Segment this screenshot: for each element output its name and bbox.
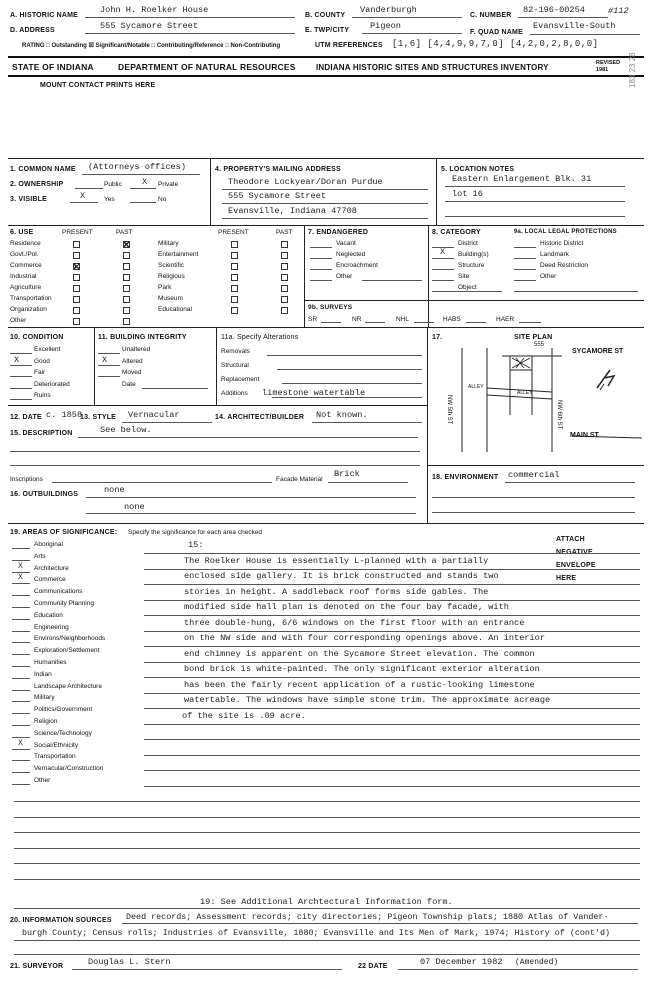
- significance-rule: [144, 662, 640, 663]
- use-item: Commerce: [10, 262, 42, 269]
- alteration-line: [267, 355, 422, 356]
- mailing-line2: 555 Sycamore Street: [228, 191, 326, 201]
- use-item: Military: [158, 240, 179, 247]
- use-present-checkbox[interactable]: [73, 307, 80, 314]
- significance-footer: 19: See Additional Archtectural Information form.: [200, 897, 453, 907]
- historic-name-label: A. HISTORIC NAME: [10, 12, 79, 19]
- use-present-checkbox[interactable]: [73, 252, 80, 259]
- area-item: Religion: [34, 718, 58, 725]
- ownership-label: 2. OWNERSHIP: [10, 181, 64, 188]
- area-blank: [12, 595, 30, 596]
- amended-note: (Amended): [515, 958, 559, 967]
- use-past-checkbox[interactable]: [123, 285, 130, 292]
- integrity-item: Altered: [122, 357, 143, 365]
- area-mark: X: [18, 738, 23, 748]
- condition-blank: [10, 399, 32, 400]
- description-value: See below.: [100, 425, 152, 435]
- use-item: Scientific: [158, 262, 185, 269]
- lot-hatch: [512, 358, 530, 368]
- use-present-checkbox[interactable]: [231, 285, 238, 292]
- number-value: 82-196-00254: [523, 5, 585, 15]
- area-blank: [12, 654, 30, 655]
- alley-label: ALLEY: [468, 384, 484, 390]
- integrity-date-line: [142, 388, 208, 389]
- twp-value: Pigeon: [370, 21, 401, 31]
- area-blank: [12, 713, 30, 714]
- rating-line: RATING □ Outstanding ☒ Significant/Notable □ Contributing/Reference □ Non-Contributing: [22, 43, 281, 49]
- area-item: Indian: [34, 670, 52, 678]
- inscriptions-label: Inscriptions: [10, 476, 43, 483]
- category-blank: [432, 269, 454, 270]
- outbuildings-value-1: none: [104, 485, 125, 495]
- area-item: Landscape Architecture: [34, 682, 102, 690]
- use-present-checkbox[interactable]: [73, 318, 80, 325]
- legal-blank: [514, 280, 536, 281]
- significance-rule: [14, 832, 640, 833]
- attach-line: NEGATIVE: [556, 549, 593, 556]
- survey-item: HABS: [443, 316, 461, 323]
- use-past-checkbox[interactable]: [123, 307, 130, 314]
- endangered-blank: [310, 247, 332, 248]
- survey-blank: [414, 322, 434, 323]
- use-present-checkbox[interactable]: [73, 285, 80, 292]
- state-label: STATE OF INDIANA: [12, 62, 94, 72]
- mailing-line1: Theodore Lockyear/Doran Purdue: [228, 177, 383, 187]
- significance-rule: [144, 615, 640, 616]
- use-item: Transportation: [10, 295, 52, 302]
- survey-item: SR: [308, 316, 318, 323]
- nw6-st-label: NW 6th ST: [556, 400, 562, 430]
- integrity-item: Moved: [122, 369, 142, 376]
- survey-item: HAER: [496, 316, 515, 323]
- use-past-checkbox[interactable]: [281, 263, 288, 270]
- significance-line: on the NW side and with four corresponding openings above. An interior: [184, 633, 545, 643]
- alteration-item: Structural: [221, 362, 249, 369]
- condition-item: Excellent: [34, 346, 61, 353]
- legal-item: Deed Restriction: [540, 262, 589, 269]
- endangered-item: Encroachment: [336, 262, 378, 269]
- significance-rule: [144, 677, 640, 678]
- visible-yes-mark: X: [80, 191, 86, 201]
- significance-rule: [144, 584, 640, 585]
- endangered-item: Vacant: [336, 240, 356, 247]
- area-blank: [12, 548, 30, 549]
- condition-item: Ruins: [34, 392, 51, 399]
- area-item: Communications: [34, 588, 83, 596]
- use-present-checkbox[interactable]: [231, 274, 238, 281]
- endangered-item: Other: [336, 273, 353, 280]
- areas-of-significance-label: 19. AREAS OF SIGNIFICANCE:: [10, 529, 118, 536]
- survey-date-value: 07 December 1982: [420, 957, 503, 967]
- main-st-label: MAIN ST: [570, 432, 599, 439]
- use-present-checkbox[interactable]: [231, 241, 238, 248]
- outbuildings-value-2: none: [124, 502, 145, 512]
- use-present-checkbox[interactable]: [231, 252, 238, 259]
- significance-line: bond brick is white-painted. The only significant exterior alteration: [184, 664, 540, 674]
- legal-item: Landmark: [540, 251, 569, 258]
- area-mark: X: [18, 573, 23, 583]
- area-blank: [12, 619, 30, 620]
- significance-line: of the site is .09 acre.: [182, 710, 306, 721]
- significance-line: stories in height. A saddleback roof forms side gables. The: [184, 586, 489, 597]
- use-item: Educational: [158, 306, 192, 313]
- area-item: Social/Ethnicity: [34, 741, 79, 749]
- info-sources-line2: burgh County; Census rolls; Industries of Evansville, 1880; Evansville and Its Men of Mark, 1974; History of (cont'd): [22, 928, 611, 938]
- area-item: Vernacular/Construction: [34, 765, 104, 773]
- survey-blank: [466, 322, 486, 323]
- use-present-checkbox[interactable]: [231, 307, 238, 314]
- area-blank: [12, 784, 30, 785]
- section17-label: 17.: [432, 334, 443, 341]
- mailing-line3: Evansville, Indiana 47708: [228, 206, 357, 216]
- significance-rule: [144, 755, 640, 756]
- endangered-item: Neglected: [336, 251, 366, 258]
- significance-rule: [144, 553, 640, 554]
- area-item: Architecture: [34, 564, 69, 572]
- utm-value: [1,6] [4,4,9,9,7,0] [4,2,0,2,8,0,0]: [392, 39, 599, 49]
- use-label: 6. USE: [10, 229, 34, 236]
- facade-value: Brick: [334, 469, 360, 479]
- area-mark: X: [18, 561, 23, 571]
- use-past-checkbox[interactable]: [123, 241, 130, 248]
- legal-extra-line: [514, 291, 638, 292]
- ownership-public: Public: [104, 181, 122, 188]
- area-blank: [12, 701, 30, 702]
- area-blank: [12, 666, 30, 667]
- alteration-item: Removals: [221, 348, 250, 355]
- location-line1: Eastern Enlargement Blk. 31: [452, 174, 592, 184]
- category-item: Site: [458, 273, 470, 280]
- county-label: B. COUNTY: [305, 12, 346, 19]
- area-item: Environs/Neighborhoods: [34, 635, 106, 643]
- significance-line: watertable. The windows have simple stone trim. The approximate acreage: [184, 695, 551, 705]
- significance-rule: [144, 739, 640, 740]
- surveyor-label: 21. SURVEYOR: [10, 963, 64, 970]
- alteration-line: [282, 383, 422, 384]
- significance-line: modified side hall plan is denoted on the four bay facade, with: [184, 602, 509, 612]
- integrity-item: Unaltered: [122, 346, 151, 353]
- architect-value: Not known.: [316, 410, 368, 420]
- endangered-other-line: [362, 280, 422, 281]
- attach-line: ATTACH: [556, 536, 585, 543]
- inventory-label: INDIANA HISTORIC SITES AND STRUCTURES INVENTORY: [316, 63, 549, 72]
- sycamore-st-label: SYCAMORE ST: [572, 348, 624, 355]
- use-past-checkbox[interactable]: [281, 241, 288, 248]
- use-past-checkbox[interactable]: [281, 285, 288, 292]
- use-present-header-2: PRESENT: [218, 229, 249, 236]
- significance-line: The Roelker House is essentially L-planned with a partially: [184, 555, 489, 566]
- category-blank: [432, 258, 454, 259]
- site-plan-label: SITE PLAN: [514, 334, 553, 341]
- number-label: C. NUMBER: [470, 12, 512, 19]
- condition-label: 10. CONDITION: [10, 334, 64, 341]
- area-blank: [12, 642, 30, 643]
- address-label: D. ADDRESS: [10, 27, 55, 34]
- use-present-checkbox[interactable]: [231, 263, 238, 270]
- use-item: Organization: [10, 306, 47, 313]
- county-value: Vanderburgh: [360, 5, 417, 15]
- use-present-checkbox[interactable]: [73, 296, 80, 303]
- significance-rule: [14, 879, 640, 880]
- condition-item: Good: [34, 357, 50, 365]
- additions-value: limestone watertable: [262, 388, 366, 398]
- use-past-checkbox[interactable]: [123, 263, 130, 270]
- area-blank: [12, 690, 30, 691]
- area-item: Other: [34, 777, 51, 784]
- nw5-st-label: NW 5th ST: [446, 395, 452, 425]
- area-item: Community Planning: [34, 600, 94, 607]
- use-past-checkbox[interactable]: [281, 274, 288, 281]
- category-extra-line: [432, 291, 502, 292]
- ownership-private: Private: [158, 181, 179, 188]
- integrity-blank: [98, 376, 120, 377]
- survey-blank: [365, 322, 385, 323]
- style-value: Vernacular: [128, 410, 180, 420]
- significance-rule: [14, 848, 640, 849]
- area-item: Arts: [34, 552, 46, 560]
- legal-blank: [514, 247, 536, 248]
- integrity-label: 11. BUILDING INTEGRITY: [98, 334, 187, 341]
- endangered-blank: [310, 269, 332, 270]
- revised-year: 1981: [596, 67, 609, 73]
- use-present-checkbox[interactable]: [231, 296, 238, 303]
- significance-line: end chimney is apparent on the Sycamore Street elevation. The common: [184, 648, 535, 659]
- location-line2: lot 16: [452, 189, 483, 199]
- significance-rule: [144, 646, 640, 647]
- description-label: 15. DESCRIPTION: [10, 430, 73, 437]
- attach-line: ENVELOPE: [556, 562, 596, 569]
- area-blank: [12, 607, 30, 608]
- legal-item: Other: [540, 273, 557, 280]
- area-item: Commerce: [34, 576, 66, 584]
- legal-item: Historic District: [540, 240, 584, 247]
- use-past-checkbox[interactable]: [123, 252, 130, 259]
- significance-rule: [144, 724, 640, 725]
- significance-line: enclosed side gallery. It is brick constructed and stands two: [184, 571, 499, 581]
- use-item: Residence: [10, 240, 41, 247]
- significance-rule: [144, 786, 640, 787]
- north-arrow-tail: [600, 384, 604, 390]
- area-item: Transportation: [34, 753, 76, 761]
- style-label: 13. STYLE: [80, 414, 117, 421]
- category-item: Object: [458, 284, 477, 291]
- survey-date-label: 22 DATE: [358, 963, 388, 970]
- category-mark: X: [440, 247, 446, 257]
- north-arrow-icon: [597, 370, 614, 388]
- integrity-blank: [98, 365, 120, 366]
- use-item: Museum: [158, 295, 183, 302]
- condition-item: Deteriorated: [34, 380, 70, 388]
- environment-label: 18. ENVIRONMENT: [432, 474, 499, 481]
- significance-line: three double-hung, 6/6 windows on the first floor with an entrance: [184, 617, 525, 628]
- significance-line: 15:: [188, 540, 204, 550]
- info-sources-line1: Deed records; Assessment records; city directories; Pigeon Township plats; 1880 Atlas of Vander-: [126, 912, 609, 922]
- area-item: Education: [34, 611, 63, 619]
- area-item: Engineering: [34, 623, 69, 631]
- use-present-checkbox[interactable]: [73, 263, 80, 270]
- visible-no: No: [158, 196, 167, 203]
- condition-blank: [10, 376, 32, 377]
- category-item: Building(s): [458, 251, 489, 258]
- revised-label: REVISED: [596, 60, 621, 66]
- info-sources-label: 20. INFORMATION SOURCES: [10, 917, 112, 924]
- alteration-item: Additions: [221, 390, 248, 397]
- significance-rule: [14, 801, 640, 802]
- area-blank: [12, 583, 30, 584]
- quad-label: F. QUAD NAME: [470, 29, 523, 36]
- use-past-checkbox[interactable]: [281, 252, 288, 259]
- mailing-address-label: 4. PROPERTY'S MAILING ADDRESS: [215, 166, 341, 173]
- ownership-private-mark: X: [142, 177, 148, 187]
- significance-rule: [144, 693, 640, 694]
- use-past-header: PAST: [116, 229, 133, 236]
- legal-blank: [514, 269, 536, 270]
- address-value: 555 Sycamore Street: [100, 21, 198, 31]
- utm-label: UTM REFERENCES: [315, 42, 383, 49]
- condition-mark: X: [14, 354, 20, 365]
- use-present-header: PRESENT: [62, 229, 93, 236]
- survey-blank: [321, 322, 341, 323]
- use-present-checkbox[interactable]: [73, 274, 80, 281]
- survey-item: NHL: [396, 316, 410, 323]
- surveyor-value: Douglas L. Stern: [88, 957, 171, 967]
- facade-label: Facade Material: [276, 476, 323, 483]
- significance-rule: [144, 770, 640, 771]
- significance-rule: [144, 708, 640, 709]
- area-blank: [12, 772, 30, 773]
- use-item: Other: [10, 317, 27, 324]
- use-past-checkbox[interactable]: [281, 307, 288, 314]
- use-past-checkbox[interactable]: [281, 296, 288, 303]
- use-present-checkbox[interactable]: [73, 241, 80, 248]
- area-item: Science/Technology: [34, 729, 92, 737]
- area-item: Military: [34, 694, 55, 702]
- use-item: Religious: [158, 273, 185, 280]
- lot-number-mark: 555: [534, 342, 545, 348]
- use-past-checkbox[interactable]: [123, 274, 130, 281]
- accession-stamp: 183 23 28: [628, 52, 637, 88]
- alteration-item: Replacement: [221, 376, 260, 383]
- legal-protections-label: 9a. LOCAL LEGAL PROTECTIONS: [514, 229, 617, 235]
- endangered-blank: [310, 258, 332, 259]
- category-blank: [432, 280, 454, 281]
- condition-blank: [10, 388, 32, 389]
- area-blank: [12, 678, 30, 679]
- location-notes-label: 5. LOCATION NOTES: [441, 166, 515, 173]
- use-item: Agriculture: [10, 284, 42, 291]
- surveys-label: 9b. SURVEYS: [308, 304, 353, 311]
- use-item: Park: [158, 284, 172, 291]
- area-blank: [12, 760, 30, 761]
- area-item: Politics/Government: [34, 706, 93, 714]
- integrity-mark: X: [102, 354, 108, 365]
- area-item: Exploration/Settlement: [34, 647, 100, 655]
- use-past-checkbox[interactable]: [123, 296, 130, 303]
- alteration-line: [277, 369, 422, 370]
- areas-instruction: Specify the significance for each area checked: [128, 529, 263, 536]
- number-note: #112: [608, 6, 629, 16]
- date-label: 12. DATE: [10, 414, 42, 421]
- common-name-value: (Attorneys offices): [88, 162, 186, 172]
- outbuildings-label: 16. OUTBUILDINGS: [10, 491, 79, 498]
- significance-rule: [144, 600, 640, 601]
- date-value: c. 1858: [46, 410, 83, 420]
- use-item: Industrial: [10, 273, 37, 280]
- twp-label: E. TWP/CITY: [305, 27, 350, 34]
- significance-line: has been the fairly recent application of a rustic-looking limestone: [184, 679, 535, 690]
- legal-blank: [514, 258, 536, 259]
- mount-prints-label: MOUNT CONTACT PRINTS HERE: [40, 82, 156, 89]
- use-past-header-2: PAST: [276, 229, 293, 236]
- use-past-checkbox[interactable]: [123, 318, 130, 325]
- alterations-label: 11a. Specify Alterations: [221, 334, 299, 341]
- architect-label: 14. ARCHITECT/BUILDER: [215, 414, 305, 421]
- category-item: Structure: [458, 262, 485, 269]
- site-plan-drawing: [432, 340, 642, 460]
- visible-label: 3. VISIBLE: [10, 196, 48, 203]
- endangered-blank: [310, 280, 332, 281]
- condition-blank: [10, 365, 32, 366]
- endangered-label: 7. ENDANGERED: [308, 229, 369, 236]
- significance-rule: [144, 569, 640, 570]
- area-blank: [12, 631, 30, 632]
- category-item: District: [458, 240, 478, 247]
- area-item: Humanities: [34, 659, 67, 666]
- attach-line: HERE: [556, 575, 577, 582]
- survey-item: NR: [352, 316, 362, 323]
- visible-yes: Yes: [104, 196, 115, 203]
- common-name-label: 1. COMMON NAME: [10, 166, 76, 173]
- historic-name-value: John H. Roelker House: [100, 5, 209, 15]
- dept-label: DEPARTMENT OF NATURAL RESOURCES: [118, 62, 296, 72]
- alley-label-2: ALLEY: [517, 390, 533, 396]
- site-plan-map: [432, 340, 642, 460]
- environment-value: commercial: [508, 470, 560, 480]
- use-item: Entertainment: [158, 251, 199, 258]
- area-item: Aboriginal: [34, 541, 63, 548]
- significance-rule: [14, 817, 640, 818]
- significance-rule: [14, 863, 640, 864]
- quad-value: Evansville-South: [533, 21, 616, 31]
- significance-rule: [144, 631, 640, 632]
- integrity-item: Date: [122, 380, 136, 388]
- condition-item: Fair: [34, 369, 46, 376]
- category-label: 8. CATEGORY: [432, 229, 481, 236]
- use-item: Govt./Pol.: [10, 251, 39, 258]
- area-blank: [12, 725, 30, 726]
- area-blank: [12, 749, 30, 750]
- survey-blank: [519, 322, 541, 323]
